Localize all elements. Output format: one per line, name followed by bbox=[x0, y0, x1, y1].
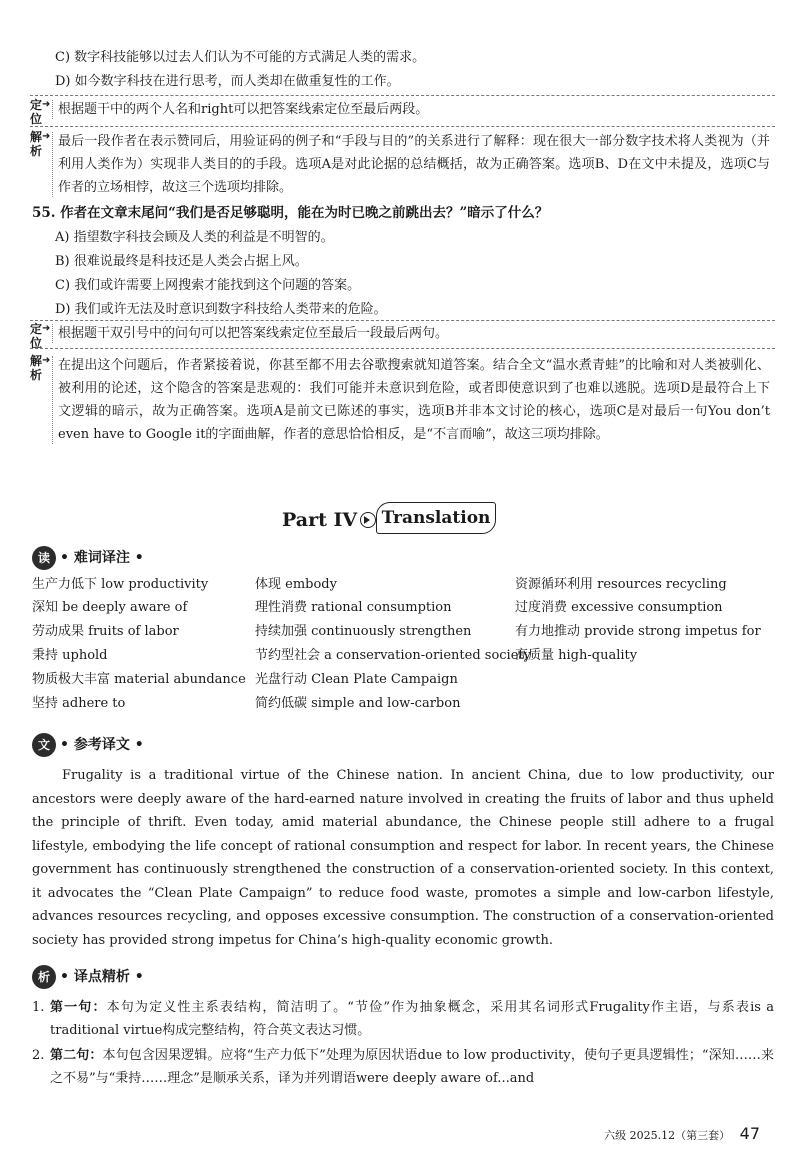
vocab-item: 坚持 adhere to bbox=[32, 696, 126, 711]
vocab-item: 深知 be deeply aware of bbox=[32, 600, 188, 615]
q55-option-a: A) 指望数字科技会顾及人类的利益是不明智的。 bbox=[55, 230, 334, 245]
book-icon: 文 bbox=[32, 733, 56, 757]
q54-option-c: C) 数字科技能够以过去人们认为不可能的方式满足人类的需求。 bbox=[55, 50, 426, 65]
divider bbox=[30, 320, 775, 321]
analysis-item: 2. 第二句：本句包含因果逻辑。应将“生产力低下”处理为原因状语due to low productivity，使句子更具逻辑性；“深知……来之不易”与“秉持……理念”是顺承关系，译为并列谓语were deeply aware of...and bbox=[32, 1048, 774, 1086]
vocab-item: 节约型社会 a conservation-oriented society bbox=[255, 648, 531, 663]
explain-tag: 解 析 ➜ bbox=[30, 130, 51, 158]
vocab-item: 有力地推动 provide strong impetus for bbox=[515, 624, 761, 639]
divider bbox=[30, 348, 775, 349]
explain-tag: 解 析 ➜ bbox=[30, 354, 51, 382]
vocab-item: 劳动成果 fruits of labor bbox=[32, 624, 179, 639]
vocab-item: 秉持 uphold bbox=[32, 648, 108, 663]
q54-option-d: D) 如今数字科技在进行思考，而人类却在做重复性的工作。 bbox=[55, 74, 400, 89]
vocab-item: 简约低碳 simple and low-carbon bbox=[255, 696, 461, 711]
divider bbox=[30, 126, 775, 127]
vocab-item: 资源循环利用 resources recycling bbox=[515, 577, 727, 592]
part-header bbox=[0, 500, 800, 540]
locate-tag: 定 位 ➜ bbox=[30, 98, 51, 126]
vocab-item: 过度消费 excessive consumption bbox=[515, 600, 723, 615]
q54-locate-text: 根据题干中的两个人名和right可以把答案线索定位至最后两段。 bbox=[58, 102, 429, 117]
q55-option-c: C) 我们或许需要上网搜索才能找到这个问题的答案。 bbox=[55, 278, 361, 293]
vocab-item: 持续加强 continuously strengthen bbox=[255, 624, 472, 639]
q55-option-d: D) 我们或许无法及时意识到数字科技给人类带来的危险。 bbox=[55, 302, 387, 317]
q55-explain-block bbox=[30, 354, 770, 446]
arrow-icon: ➜ bbox=[42, 131, 51, 142]
q55-title: 55. 作者在文章末尾问“我们是否足够聪明，能在为时已晚之前跳出去？”暗示了什么？ bbox=[32, 205, 549, 221]
part-title: Translation bbox=[376, 502, 496, 534]
vocab-item: 物质极大丰富 material abundance bbox=[32, 672, 246, 687]
book-icon: 读 bbox=[32, 546, 56, 570]
arrow-icon: ➜ bbox=[42, 323, 51, 334]
analysis-item: 1. 第一句：本句为定义性主系表结构，简洁明了。“节俭”作为抽象概念，采用其名词形式Frugality作主语，与系表is a traditional virtue构成完整结构，符合英文表达习惯。 bbox=[32, 1000, 774, 1038]
q54-explain-block bbox=[30, 130, 770, 199]
vocab-item: 体现 embody bbox=[255, 577, 337, 592]
arrow-icon: ➜ bbox=[42, 355, 51, 366]
vocab-item: 理性消费 rational consumption bbox=[255, 600, 452, 615]
part-label: Part IV bbox=[282, 509, 358, 531]
divider bbox=[52, 100, 53, 119]
q55-explain-text: 在提出这个问题后，作者紧接着说，你甚至都不用去谷歌搜索就知道答案。结合全文“温水煮青蛙”的比喻和对人类被驯化、被利用的论述，这个隐含的答案是悲观的：我们可能并未意识到危险，或者即使意识到了也难以逃脱。选项D是最符合上下文逻辑的暗示，故为正确答案。选项A是前文已陈述的事实，选项B并非本文讨论的核心，选项C是对最后一句You don’t even have to Google it的字面曲解，作者的意思恰恰相反，是“不言而喻”，故这三项均排除。 bbox=[58, 358, 770, 442]
divider bbox=[30, 95, 775, 96]
vocab-item: 高质量 high-quality bbox=[515, 648, 638, 663]
section-title: • 参考译文 • bbox=[60, 737, 144, 753]
q55-locate-block bbox=[30, 322, 770, 350]
divider bbox=[52, 132, 53, 197]
arrow-icon: ➜ bbox=[42, 99, 51, 110]
vocab-item: 生产力低下 low productivity bbox=[32, 577, 209, 592]
q54-explain-text: 最后一段作者在表示赞同后，用验证码的例子和“手段与目的”的关系进行了解释：现在很大一部分数字技术将人类视为（并利用人类作为）实现非人类目的的手段。选项A是对此论据的总结概括，故为正确答案。选项B、D在文中未提及，选项C与作者的立场相悖，故这三个选项均排除。 bbox=[58, 134, 770, 195]
page-number: 47 bbox=[739, 1124, 760, 1143]
section-title: • 难词译注 • bbox=[60, 550, 144, 566]
q55-locate-text: 根据题干双引号中的问句可以把答案线索定位至最后一段最后两句。 bbox=[58, 326, 449, 341]
q55-option-b: B) 很难说最终是科技还是人类会占据上风。 bbox=[55, 254, 308, 269]
divider bbox=[52, 356, 53, 444]
reference-translation: Frugality is a traditional virtue of the Chinese nation. In ancient China, due to low productivity, our ancestors were deeply aware of the hard-earned nature involved in creating the fruits of labor and thus upheld the principle of thrift. Even today, amid material abundance, the Chinese people still adhere to a frugal lifestyle, embodying the life concept of rational consumption and respect for labor. In recent years, the Chinese government has continuously strengthened the construction of a conservation-oriented society. In this context, it advocates the “Clean Plate Campaign” to reduce food waste, promotes a simple and low-carbon lifestyle, advances resources recycling, and opposes excessive consumption. The construction of a conservation-oriented society has provided strong impetus for China’s high-quality economic growth. bbox=[32, 768, 774, 948]
footer-label: 六级 2025.12（第三套） bbox=[604, 1129, 731, 1142]
vocab-item: 光盘行动 Clean Plate Campaign bbox=[255, 672, 458, 687]
book-icon: 析 bbox=[32, 965, 56, 989]
locate-tag: 定 位 ➜ bbox=[30, 322, 51, 350]
section-title: • 译点精析 • bbox=[60, 969, 144, 985]
divider bbox=[52, 324, 53, 343]
q54-locate-block bbox=[30, 98, 770, 126]
page-footer bbox=[604, 1122, 760, 1147]
play-circle-icon bbox=[360, 512, 376, 528]
